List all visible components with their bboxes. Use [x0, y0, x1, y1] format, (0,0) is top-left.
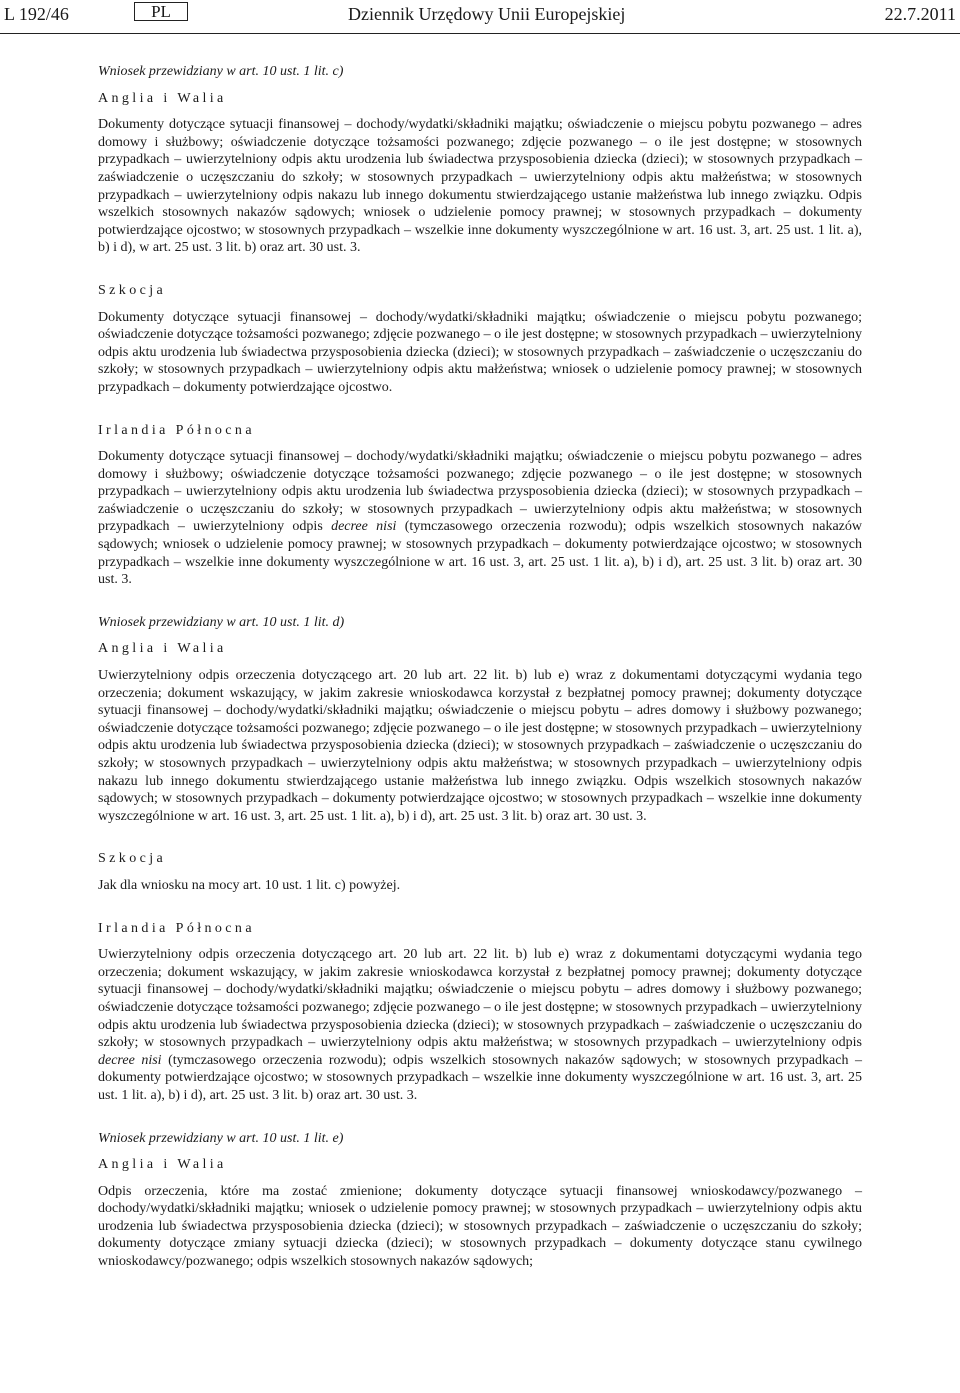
- country-heading: Szkocja: [98, 851, 167, 867]
- header-rule: [0, 33, 960, 34]
- country-heading: Anglia i Walia: [98, 90, 227, 106]
- country-heading: Szkocja: [98, 282, 167, 298]
- country-heading: Irlandia Północna: [98, 422, 255, 438]
- latin-term: decree nisi: [331, 519, 397, 535]
- paragraph-text: (tymczasowego orzeczenia rozwodu); odpis wszelkich stosownych nakazów sądowych; w stosownych przypadkach – dokumenty potwierdzające ojcostwo; w stosownych przypadkach – wszelkie inne dokumenty wyszczególnione w art. 16 ust. 3, art. 25 ust. 1 lit. a), b) i d), art. 25 ust. 3 lit. b) oraz art. 30 ust. 3.: [98, 1052, 862, 1103]
- country-heading: Irlandia Północna: [98, 920, 255, 936]
- request-heading: Wniosek przewidziany w art. 10 ust. 1 lit. d): [98, 614, 345, 630]
- publication-date: 22.7.2011: [884, 4, 956, 24]
- page-header: [0, 0, 960, 32]
- country-heading: Anglia i Walia: [98, 641, 227, 657]
- document-list-paragraph: Uwierzytelniony odpis orzeczenia dotyczącego art. 20 lub art. 22 lit. b) lub e) wraz z dokumentami dotyczącymi wydania tego orzeczenia; dokument wskazujący, w jakim zakresie wnioskodawca korzystał z bezpłatnej pomocy prawnej; dokumenty dotyczące sytuacji finansowej – dochody/wydatki/składniki majątku; oświadczenie o miejscu pobytu – adres domowy i służbowy pozwanego; oświadczenie dotyczące tożsamości pozwanego; zdjęcie pozwanego – o ile jest dostępne; w stosownych przypadkach – uwierzytelniony odpis aktu urodzenia lub świadectwa przysposobienia dziecka (dzieci); w stosownych przypadkach – zaświadczenie o uczęszczaniu do szkoły; w stosownych przypadkach – uwierzytelniony odpis aktu małżeństwa; w stosownych przypadkach – uwierzytelniony odpis nakazu lub innego dokumentu stwierdzającego ustanie małżeństwa lub innego związku. Odpis wszelkich stosownych nakazów sądowych; w stosownych przypadkach – dokumenty potwierdzające ojcostwo; w stosownych przypadkach – wszelkie inne dokumenty wyszczególnione w art. 16 ust. 3, art. 25 ust. 1 lit. a), b) i d), art. 25 ust. 3 lit. b) oraz art. 30 ust. 3.: [98, 668, 862, 824]
- paragraph-text: Uwierzytelniony odpis orzeczenia dotyczącego art. 20 lub art. 22 lit. b) lub e) wraz z dokumentami dotyczącymi wydania tego orzeczenia; dokument wskazujący, w jakim zakresie wnioskodawca korzystał z bezpłatnej pomocy prawnej; dokumenty dotyczące sytuacji finansowej – dochody/wydatki/składniki majątku; oświadczenie o miejscu pobytu – adres domowy i służbowy pozwanego; oświadczenie dotyczące tożsamości pozwanego; zdjęcie pozwanego – o ile jest dostępne; w stosownych przypadkach – uwierzytelniony odpis aktu urodzenia lub świadectwa przysposobienia dziecka (dzieci); w stosownych przypadkach – zaświadczenie o uczęszczaniu do szkoły; w stosownych przypadkach – uwierzytelniony odpis aktu małżeństwa; w stosownych przypadkach – uwierzytelniony odpis: [98, 947, 862, 1051]
- document-list-paragraph: Dokumenty dotyczące sytuacji finansowej – dochody/wydatki/składniki majątku; oświadczenie o miejscu pobytu pozwanego – adres domowy i służbowy; oświadczenie dotyczące tożsamości pozwanego; zdjęcie pozwanego – o ile jest dostępne; w stosownych przypadkach – uwierzytelniony odpis aktu urodzenia lub świadectwa przysposobienia dziecka (dzieci); w stosownych przypadkach – zaświadczenie o uczęszczaniu do szkoły; w stosownych przypadkach – uwierzytelniony odpis aktu małżeństwa; w stosownych przypadkach – uwierzytelniony odpis nakazu lub innego dokumentu stwierdzającego ustanie małżeństwa lub innego związku. Odpis wszelkich stosownych nakazów sądowych; wniosek o udzielenie pomocy prawnej; w stosownych przypadkach – dokumenty potwierdzające ojcostwo; w stosownych przypadkach – wszelkie inne dokumenty wyszczególnione w art. 16 ust. 3, art. 25 ust. 1 lit. a), b) i d), w art. 25 ust. 3 lit. b) oraz art. 30 ust. 3.: [98, 117, 862, 256]
- request-heading: Wniosek przewidziany w art. 10 ust. 1 lit. c): [98, 64, 344, 79]
- document-list-paragraph: Dokumenty dotyczące sytuacji finansowej – dochody/wydatki/składniki majątku; oświadczenie o miejscu pobytu pozwanego; oświadczenie dotyczące tożsamości pozwanego; zdjęcie pozwanego – o ile jest dostępne; w stosownych przypadkach – uwierzytelniony odpis aktu urodzenia lub świadectwa przysposobienia dziecka (dzieci); w stosownych przypadkach – zaświadczenie o uczęszczaniu do szkoły; w stosownych przypadkach – uwierzytelniony odpis aktu małżeństwa; wniosek o udzielenie pomocy prawnej; w stosownych przypadkach – dokumenty potwierdzające ojcostwo.: [98, 309, 862, 395]
- request-heading: Wniosek przewidziany w art. 10 ust. 1 lit. e): [98, 1130, 344, 1146]
- language-badge: PL: [134, 2, 188, 21]
- paragraph-text: (tymczasowego orzeczenia rozwodu); odpis wszelkich stosownych nakazów sądowych; wniosek o udzielenie pomocy prawnej; w stosownych przypadkach – dokumenty potwierdzające ojcostwo; w stosownych przypadkach – wszelkie inne dokumenty wyszczególnione w art. 16 ust. 3, art. 25 ust. 1 lit. a), b) i d), art. 25 ust. 3 lit. b) oraz art. 30 ust. 3.: [98, 519, 862, 588]
- latin-term: decree nisi: [98, 1052, 162, 1068]
- document-list-paragraph: Jak dla wniosku na mocy art. 10 ust. 1 lit. c) powyżej.: [98, 877, 401, 893]
- document-list-paragraph: [98, 448, 862, 589]
- country-heading: Anglia i Walia: [98, 1157, 227, 1173]
- paragraph-text: Dokumenty dotyczące sytuacji finansowej – dochody/wydatki/składniki majątku; oświadczenie o miejscu pobytu pozwanego – adres domowy i służbowy; oświadczenie dotyczące tożsamości pozwanego; zdjęcie pozwanego – o ile jest dostępne; w stosownych przypadkach – uwierzytelniony odpis aktu urodzenia lub świadectwa przysposobienia dziecka (dzieci); w stosownych przypadkach – zaświadczenie o uczęszczaniu do szkoły; w stosownych przypadkach – uwierzytelniony odpis aktu małżeństwa; w stosownych przypadkach – uwierzytelniony odpis: [98, 449, 862, 535]
- journal-title: Dziennik Urzędowy Unii Europejskiej: [348, 4, 626, 24]
- document-list-paragraph: Odpis orzeczenia, które ma zostać zmienione; dokumenty dotyczące sytuacji finansowej wnioskodawcy/pozwanego – dochody/wydatki/składniki majątku; wniosek o udzielenie pomocy prawnej; w stosownych przypadkach – uwierzytelniony odpis aktu urodzenia lub świadectwa przysposobienia dziecka (dzieci); w stosownych przypadkach – zaświadczenie o uczęszczaniu do szkoły; dokumenty dotyczące zmiany sytuacji dziecka (dzieci); w stosownych przypadkach – dokumenty dotyczące stanu cywilnego wnioskodawcy/pozwanego; odpis wszelkich stosownych nakazów sądowych;: [98, 1183, 862, 1270]
- document-body: [98, 63, 862, 1271]
- document-list-paragraph: [98, 946, 862, 1104]
- page-reference: L 192/46: [4, 4, 69, 24]
